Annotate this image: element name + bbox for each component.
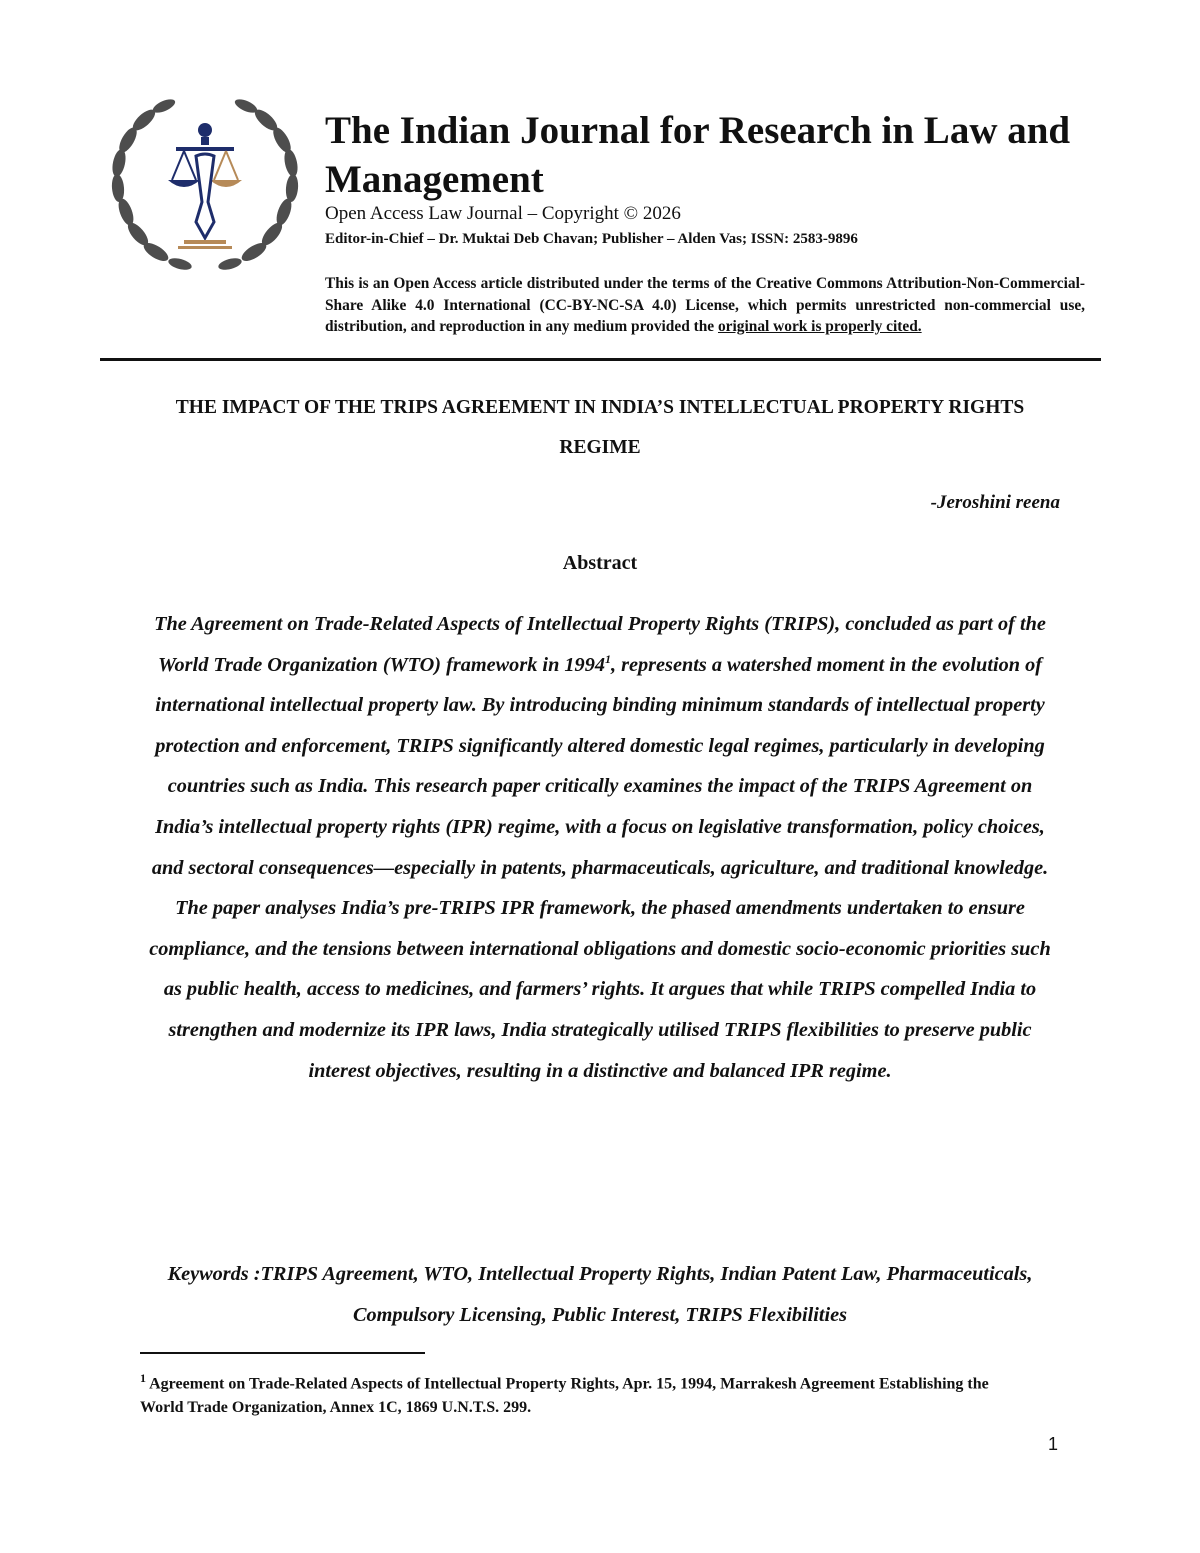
journal-title: The Indian Journal for Research in Law and Management <box>325 109 1071 201</box>
footnote <box>140 1366 1020 1420</box>
header-divider <box>100 358 1101 361</box>
journal-logo <box>100 92 310 282</box>
footnote-text: Agreement on Trade-Related Aspects of Intellectual Property Rights, Apr. 15, 1994, Marrakesh Agreement Establishing the World Trade Organization, Annex 1C, 1869 U.N.T.S. 299. <box>140 1375 989 1417</box>
license-notice <box>325 273 1085 338</box>
abstract-text-part-2: , represents a watershed moment in the evolution of international intellectual property law. By introducing binding minimum standards of intellectual property protection and enforcement, TRIPS significantly altered domestic legal regimes, particularly in developing countries such as India. This research paper critically examines the impact of the TRIPS Agreement on India’s intellectual property rights (IPR) regime, with a focus on legislative transformation, policy choices, and sectoral consequences—especially in patents, pharmaceuticals, agriculture, and traditional knowledge. The paper analyses India’s pre-TRIPS IPR framework, the phased amendments undertaken to ensure compliance, and the tensions between international obligations and domestic socio-economic priorities such as public health, access to medicines, and farmers’ rights. It argues that while TRIPS compelled India to strengthen and modernize its IPR laws, India strategically utilised TRIPS flexibilities to preserve public interest objectives, resulting in a distinctive and balanced IPR regime. <box>149 653 1051 1082</box>
abstract-heading: Abstract <box>562 552 638 574</box>
footnote-reference[interactable]: 1 <box>604 651 611 666</box>
abstract-body <box>140 604 1060 1091</box>
footnote-divider <box>140 1352 425 1354</box>
footnote-mark: 1 <box>140 1371 146 1385</box>
editor-publisher-line: Editor-in-Chief – Dr. Muktai Deb Chavan; Publisher – Alden Vas; ISSN: 2583-9896 <box>325 231 858 247</box>
article-title: THE IMPACT OF THE TRIPS AGREEMENT IN INDIA’S INTELLECTUAL PROPERTY RIGHTS REGIME <box>175 397 1025 458</box>
abstract-text-part-1: The Agreement on Trade-Related Aspects of Intellectual Property Rights (TRIPS), concluded as part of the World Trade Organization (WTO) framework in 1994 <box>154 613 1046 676</box>
license-link[interactable]: original work is properly cited. <box>717 318 922 335</box>
license-text: This is an Open Access article distributed under the terms of the Creative Commons Attribution-Non-Commercial-Share Alike 4.0 International (CC-BY-NC-SA 4.0) License, which permits unrestricted non-commercial use, distribution, and reproduction in any medium provided the <box>325 275 1085 335</box>
author-name: -Jeroshini reena <box>930 492 1060 513</box>
open-access-line: Open Access Law Journal – Copyright © 2026 <box>325 203 681 224</box>
scales-of-justice-icon <box>168 123 242 249</box>
laurel-wreath-icon <box>110 97 300 272</box>
keywords: Keywords :TRIPS Agreement, WTO, Intellectual Property Rights, Indian Patent Law, Pharmaceuticals, Compulsory Licensing, Public Interest, TRIPS Flexibilities <box>167 1263 1033 1326</box>
page-number: 1 <box>1048 1434 1059 1454</box>
